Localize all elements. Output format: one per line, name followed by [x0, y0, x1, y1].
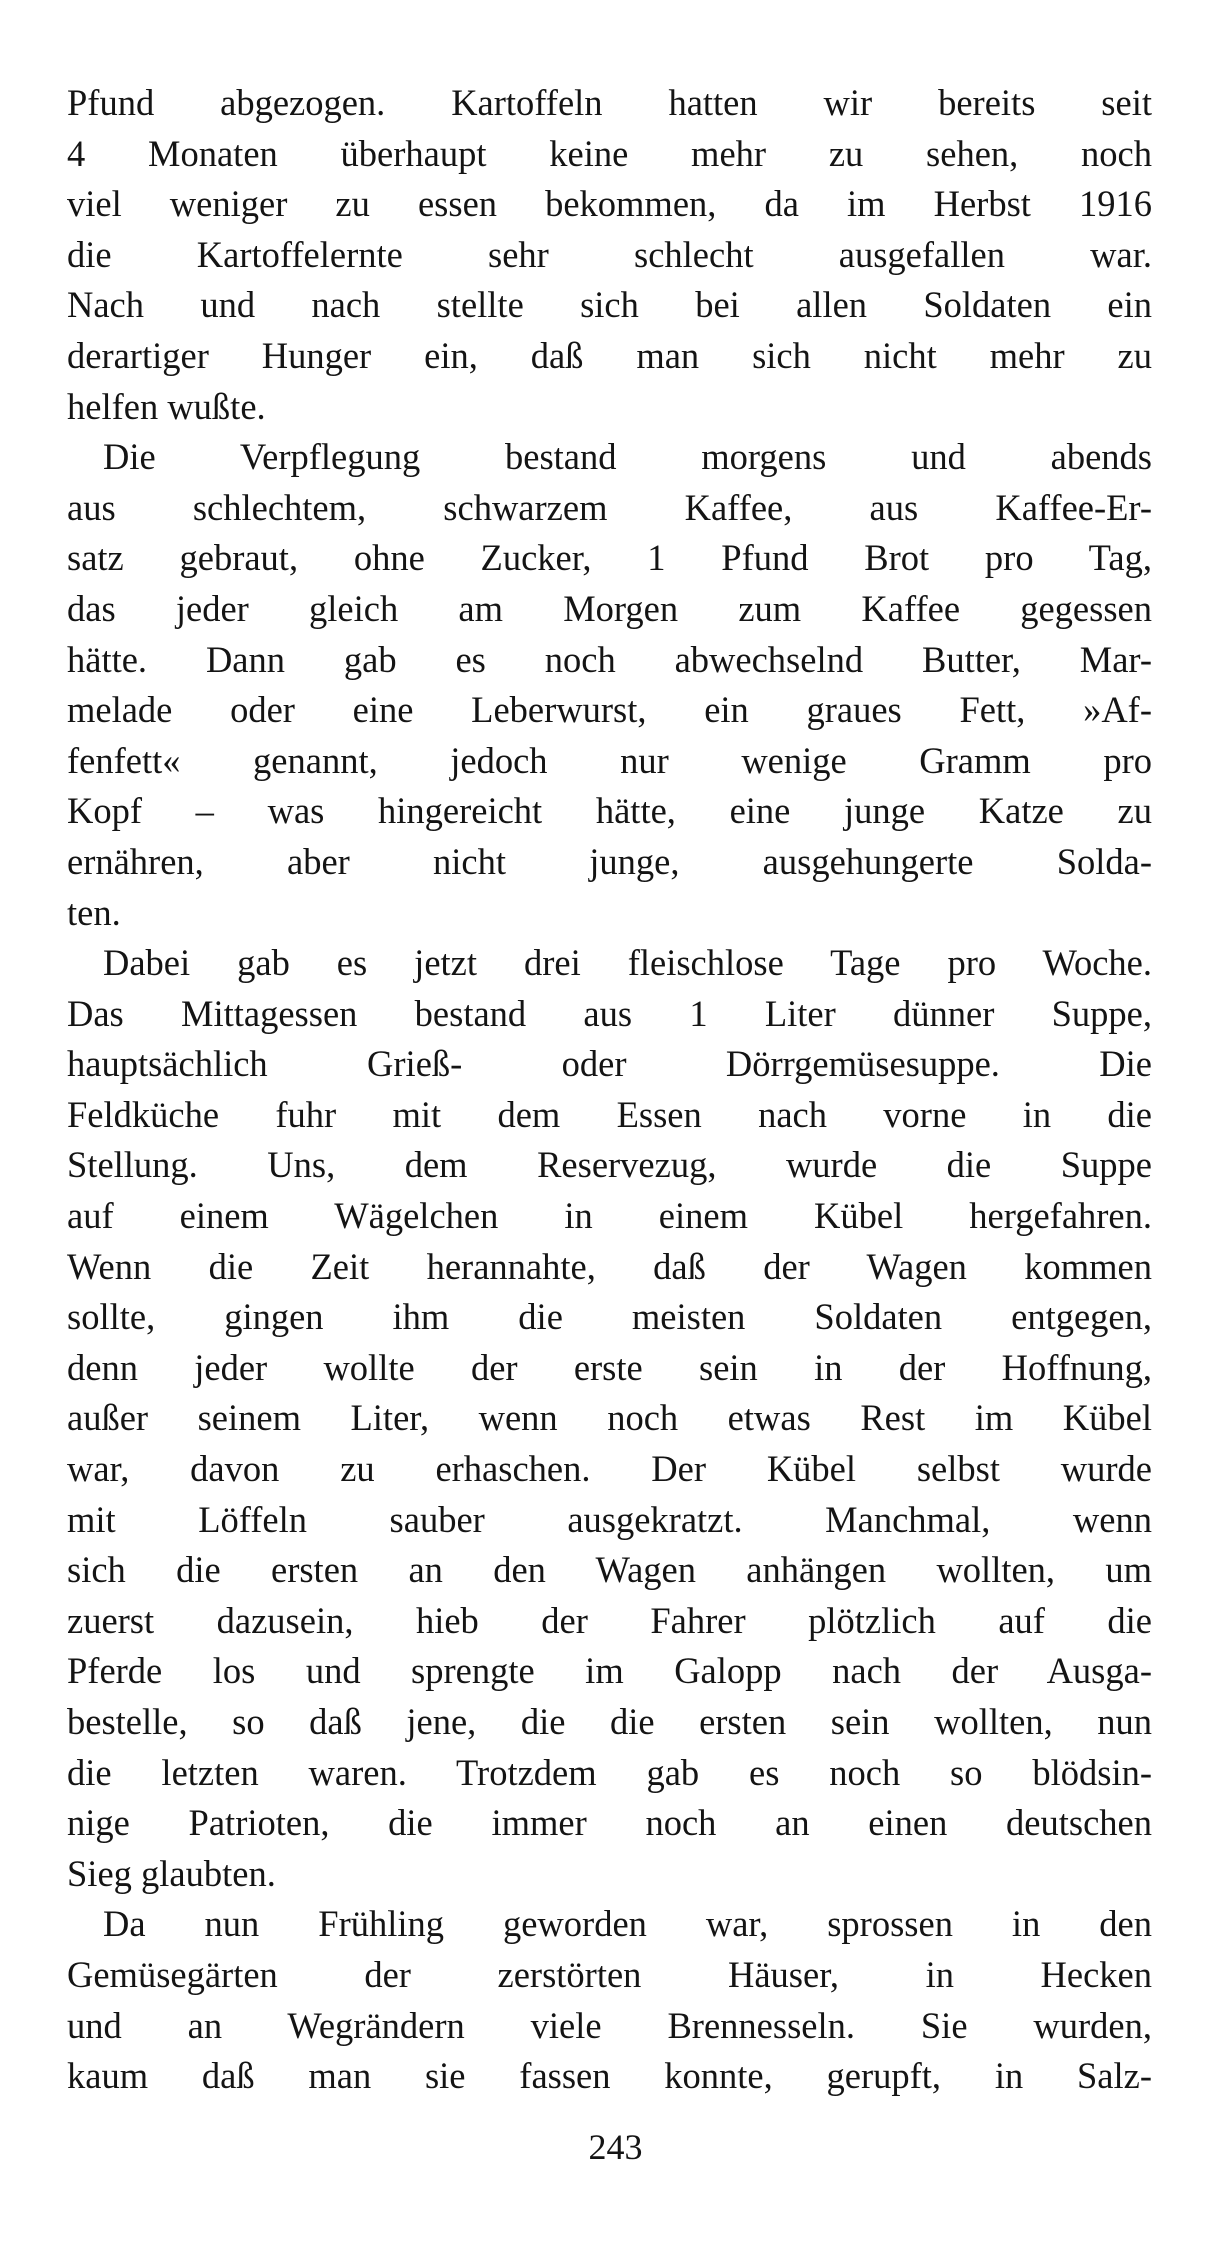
text-line: die letzten waren. Trotzdem gab es noch so blödsin- — [67, 1751, 1152, 1793]
text-line: außer seinem Liter, wenn noch etwas Rest im Kübel — [67, 1397, 1152, 1439]
text-line: zuerst dazusein, hieb der Fahrer plötzlich auf die — [67, 1599, 1152, 1641]
text-line: Das Mittagessen bestand aus 1 Liter dünner Suppe, — [67, 992, 1152, 1034]
text-line: hauptsächlich Grieß- oder Dörrgemüsesuppe. Die — [67, 1043, 1152, 1085]
page-number: 243 — [588, 2127, 643, 2167]
text-line: nige Patrioten, die immer noch an einen deutschen — [67, 1802, 1152, 1844]
text-line: mit Löffeln sauber ausgekratzt. Manchmal, wenn — [67, 1498, 1152, 1540]
text-line: Stellung. Uns, dem Reservezug, wurde die Suppe — [67, 1144, 1152, 1186]
text-line: Kopf – was hingereicht hätte, eine junge Katze zu — [67, 790, 1152, 832]
text-line: hätte. Dann gab es noch abwechselnd Butter, Mar- — [67, 638, 1152, 680]
paragraph — [67, 78, 1152, 432]
text-line: 4 Monaten überhaupt keine mehr zu sehen, noch — [67, 132, 1152, 174]
text-line: aus schlechtem, schwarzem Kaffee, aus Kaffee-Er- — [67, 486, 1152, 528]
text-line: das jeder gleich am Morgen zum Kaffee gegessen — [67, 587, 1152, 629]
text-line: bestelle, so daß jene, die die ersten sein wollten, nun — [67, 1701, 1152, 1742]
text-line: Da nun Frühling geworden war, sprossen in den — [103, 1903, 1152, 1945]
text-line: war, davon zu erhaschen. Der Kübel selbst wurde — [67, 1448, 1152, 1490]
text-line: Dabei gab es jetzt drei fleischlose Tage pro Woche. — [103, 942, 1152, 984]
text-line: ernähren, aber nicht junge, ausgehungerte Solda- — [67, 840, 1152, 882]
text-line: und an Wegrändern viele Brennesseln. Sie wurden, — [67, 2004, 1152, 2046]
text-line: melade oder eine Leberwurst, ein graues Fett, »Af- — [67, 689, 1152, 731]
text-line: helfen wußte. — [67, 385, 266, 427]
text-line: sollte, gingen ihm die meisten Soldaten entgegen, — [67, 1296, 1152, 1338]
text-line: derartiger Hunger ein, daß man sich nicht mehr zu — [67, 334, 1152, 376]
text-line: denn jeder wollte der erste sein in der Hoffnung, — [67, 1346, 1152, 1388]
text-line: sich die ersten an den Wagen anhängen wollten, um — [67, 1549, 1152, 1591]
text-line: ten. — [67, 891, 121, 933]
text-line: Wenn die Zeit herannahte, daß der Wagen kommen — [67, 1245, 1152, 1287]
text-line: kaum daß man sie fassen konnte, gerupft, in Salz- — [67, 2055, 1152, 2097]
text-line: Gemüsegärten der zerstörten Häuser, in Hecken — [67, 1953, 1152, 1995]
page-text — [67, 78, 1152, 2102]
paragraph — [67, 938, 1152, 1899]
text-line: Nach und nach stellte sich bei allen Soldaten ein — [67, 284, 1152, 326]
text-line: Sieg glaubten. — [67, 1852, 276, 1894]
text-line: Pferde los und sprengte im Galopp nach der Ausga- — [67, 1650, 1152, 1692]
text-line: viel weniger zu essen bekommen, da im Herbst 1916 — [67, 183, 1152, 225]
text-line: fenfett« genannt, jedoch nur wenige Gramm pro — [67, 739, 1152, 781]
text-line: Die Verpflegung bestand morgens und abends — [103, 436, 1152, 478]
text-line: Feldküche fuhr mit dem Essen nach vorne in die — [67, 1093, 1152, 1135]
paragraph — [67, 432, 1152, 938]
text-line: auf einem Wägelchen in einem Kübel hergefahren. — [67, 1195, 1152, 1237]
text-line: die Kartoffelernte sehr schlecht ausgefallen war. — [67, 233, 1152, 275]
text-line: satz gebraut, ohne Zucker, 1 Pfund Brot pro Tag, — [67, 537, 1152, 579]
text-line: Pfund abgezogen. Kartoffeln hatten wir bereits seit — [67, 82, 1152, 123]
paragraph — [67, 1899, 1152, 2101]
